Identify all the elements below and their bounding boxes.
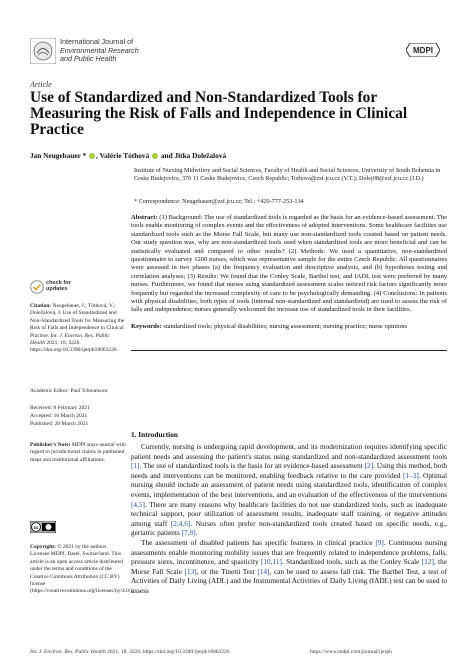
received-date: Received: 8 February 2021 bbox=[30, 405, 90, 411]
citation-link[interactable]: [9] bbox=[375, 537, 384, 547]
journal-name bbox=[60, 38, 139, 64]
copyright-label: Copyright: bbox=[30, 544, 56, 550]
mdpi-logo bbox=[406, 43, 440, 57]
citation-link[interactable]: [13] bbox=[184, 566, 197, 576]
keywords bbox=[131, 323, 447, 331]
author-3[interactable]: and Jitka Doležalová bbox=[160, 151, 227, 160]
author-2[interactable]: , Valérie Tóthová bbox=[96, 151, 150, 160]
footer-citation bbox=[30, 649, 230, 655]
copyright bbox=[30, 544, 134, 596]
body-text bbox=[131, 442, 447, 596]
correspondence: * Correspondence: Neugebauer@zsf.jcu.cz; Tel.: +420-777-253-134 bbox=[134, 198, 304, 205]
affiliation: Institute of Nursing Midwifery and Social Sciences, Faculty of Health and Social Sciences, University of South Bohemia in Ceske Budejovice, 370 11 Ceske Budejovice, Czech Republic; Tothova@zsf.jcu.cz (V.T.); Dolej08@zsf.jcu.cz (J.D.) bbox=[134, 167, 441, 182]
citation-link[interactable]: [1–3] bbox=[402, 470, 419, 480]
citation-link[interactable]: [12] bbox=[421, 557, 434, 567]
citation-link[interactable]: [7,8] bbox=[181, 528, 196, 538]
journal-logo-icon bbox=[30, 38, 56, 64]
publisher-note bbox=[30, 442, 126, 464]
section-divider bbox=[131, 350, 447, 351]
citation-journal: Int. J. Environ. Res. Public Health bbox=[30, 332, 110, 347]
svg-text:cc: cc bbox=[33, 525, 39, 530]
orcid-icon[interactable] bbox=[152, 153, 158, 159]
citation-text: Neugebauer, J.; Tóthová, V.; Doležalová, J. Use of Standardized and Non-Standardized Tools for Measuring the Risk of Falls and Independence in Clinical Practice. bbox=[30, 303, 125, 339]
section-heading: 1. Introduction bbox=[131, 430, 178, 439]
paragraph-1: Currently, nursing is undergoing rapid development, and its modernization requires identifying specific patient needs and assessing the patient's status using standardized and non-standardized assessment tools [1]. The use of standardized tools is the basis for an evidence-based assessment [2]. Using this method, both needs and interventions can be monitored, enabling feedback relative to the care provided [1–3]. Optimal nursing should include an assessment of patient needs using standardized tools, identification of complex events, implementation of the best interventions, and an evaluation of the effectiveness of the interventions [4,5]. There are many reasons why healthcare facilities do not use standardized tools, such as inadequate technical support, poor utilization of assessment results, inadequate staff training, or negative attitudes among staff [2,4,6]. Nurses often prefer non-standardized tools created based on specific needs, e.g., geriatric patients [7,8]. bbox=[131, 442, 447, 538]
citation-link[interactable]: [14] bbox=[257, 566, 270, 576]
journal-line-2: Environmental Research bbox=[60, 45, 139, 55]
academic-editor: Academic Editor: Paul Tchounwou bbox=[30, 388, 108, 394]
journal-line-1: International Journal of bbox=[60, 37, 134, 46]
citation-link[interactable]: [4,5] bbox=[131, 499, 145, 509]
citation bbox=[30, 303, 126, 355]
keywords-text: standardized tools; physical disabilities; nursing assessment; nursing practice; nurse opinions bbox=[161, 323, 408, 330]
check-for-updates-icon[interactable] bbox=[30, 280, 44, 294]
citation-link[interactable]: [10,11] bbox=[260, 557, 282, 567]
citation-link[interactable]: [2] bbox=[364, 461, 374, 471]
accepted-date: Accepted: 16 March 2021 bbox=[30, 413, 88, 419]
citation-label: Citation: bbox=[30, 303, 52, 309]
orcid-icon[interactable] bbox=[89, 153, 95, 159]
footer-info: 2021, 18, 3226. https://doi.org/10.3390/ijerph18063226 bbox=[105, 649, 230, 655]
mdpi-logo-text: MDPI bbox=[413, 46, 433, 55]
copyright-text: © 2021 by the authors. Licensee MDPI, Basel, Switzerland. This article is an open access article distributed under the terms and conditions of the Creative Commons Attribution (CC BY) license (https://creativecommons.org/licenses/by/4.0/). bbox=[30, 544, 134, 595]
paragraph-2: The assessment of disabled patients has specific features in clinical practice [9]. Continuous nursing assessments enable monitoring mobility issues that are frequently related to independence problems, falls, pressure sores, incontinence, and spasticity [10,11]. Standardized tools, such as the Conley Scale [12], the Morse Fall Scale [13], or the Tinetti Test [14], can be used to assess fall risk. The Barthel Test, a test of Activities of Daily Living (ADL) and the Instrumental Activities of Daily Living (IADL) test can be used to assess bbox=[131, 537, 447, 595]
author-1[interactable]: Jan Neugebauer * bbox=[30, 151, 87, 160]
abstract-label: Abstract: bbox=[131, 214, 158, 221]
citation-link[interactable]: [1] bbox=[131, 461, 140, 471]
abstract bbox=[131, 214, 447, 315]
publisher-note-label: Publisher's Note: bbox=[30, 442, 71, 448]
publisher-note-text: MDPI stays neutral with regard to jurisdictional claims in published maps and institutional affiliations. bbox=[30, 442, 126, 463]
paper-title: Use of Standardized and Non-Standardized Tools for Measuring the Risk of Falls and Independence in Clinical Practice bbox=[30, 89, 408, 139]
footer-url[interactable]: https://www.mdpi.com/journal/ijerph bbox=[310, 649, 392, 655]
journal-line-3: and Public Health bbox=[60, 54, 117, 64]
keywords-label: Keywords: bbox=[131, 323, 162, 330]
updates-line-1: check for bbox=[46, 280, 71, 286]
updates-line-2: updates bbox=[46, 286, 68, 293]
citation-link[interactable]: [2,4,6] bbox=[170, 518, 191, 528]
article-type: Article bbox=[30, 80, 52, 89]
author-list bbox=[30, 151, 226, 160]
published-date: Published: 20 March 2021 bbox=[30, 421, 89, 427]
creative-commons-icon[interactable] bbox=[30, 521, 56, 533]
citation-doi[interactable]: 2021, 18, 3226. https://doi.org/10.3390/ijerph18063226 bbox=[30, 340, 117, 354]
footer-journal: Int. J. Environ. Res. Public Health bbox=[30, 649, 106, 655]
abstract-text: (1) Background: The use of standardized tools is regarded as the basis for an evidence-based assessment. The tools enable monitoring of complex events and the effectiveness of adopted interventions. Some healthcare facilities use standardized tools such as the Morse Fall Scale, but many use non-standardized tools created based on patient needs. Our study question was, why are non-standardized tools used when standardized tools are more beneficial and can be statistically evaluated and compared to other results? (2) Methods: We used a quantitative, non-standardized questionnaire to survey 1200 nurses, which was representative sample for the entire Czech Republic. All questionnaires were assessed in two phases (a) the frequency evaluation and descriptive analysis, and (b) hypotheses testing and correlation analyses; (3) Results: We found that the Conley Scale, Barthel test, and IADL test were preferred by many nurses. Furthermore, we found that nurses using standardized assessment scales noticed risk factors significantly more frequently but regarded the increased complexity of care to be psychologically demanding. (4) Conclusions: In patients with physical disabilities, both types of tools (internal non-standardized and standardized) are used to assess the risk of falls and independence; nurses generally welcomed the increase use of standardized tools in their facilities. bbox=[131, 214, 447, 314]
check-for-updates[interactable] bbox=[46, 280, 71, 293]
